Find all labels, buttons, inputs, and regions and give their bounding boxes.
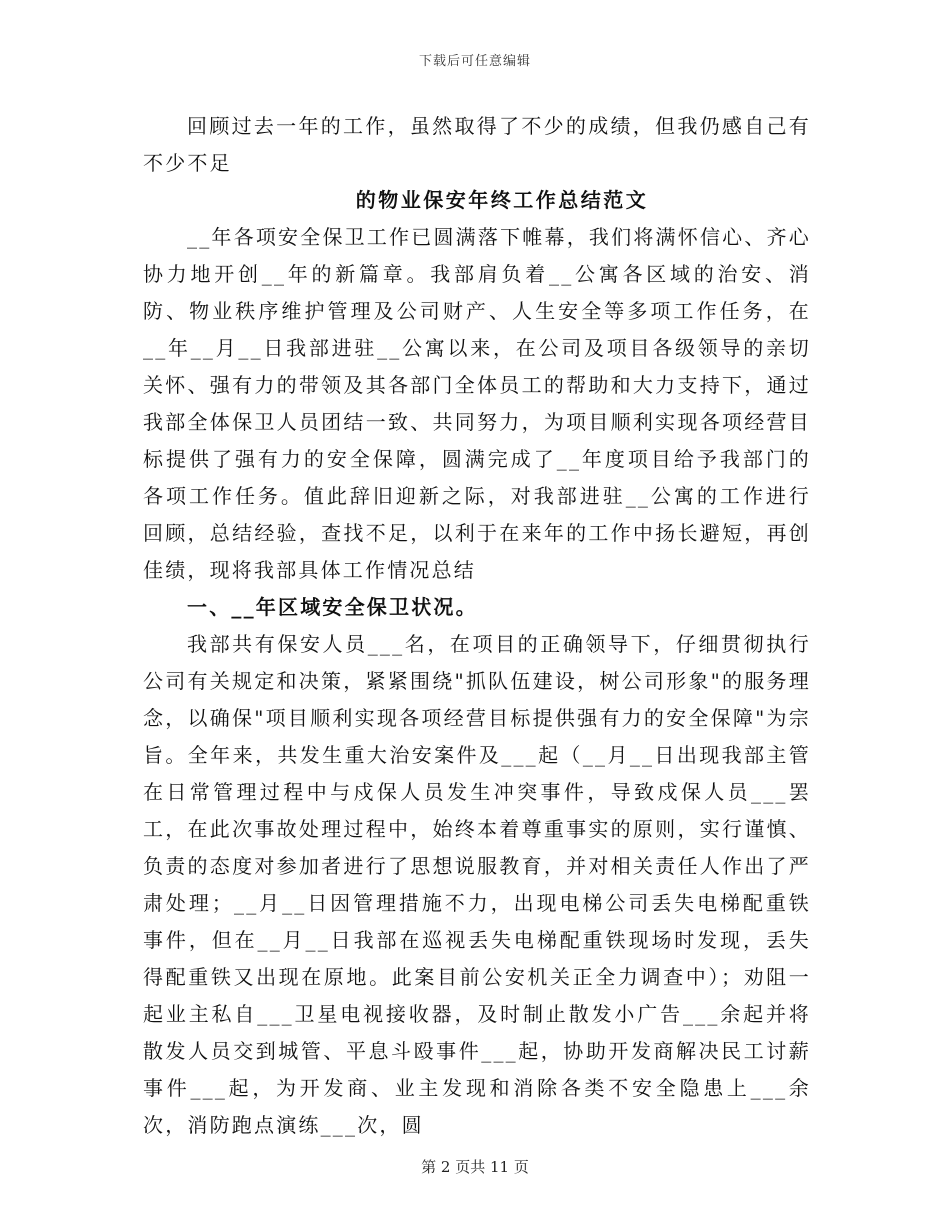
intro-paragraph: 回顾过去一年的工作，虽然取得了不少的成绩，但我仍感自己有不少不足 [143,114,811,175]
document-body [143,108,811,1144]
section-heading-1: 一、__年区域安全保卫状况。 [187,595,478,619]
page-header: 下载后可任意编辑 [418,54,531,69]
paragraph-1: __年各项安全保卫工作已圆满落下帷幕，我们将满怀信心、齐心协力地开创__年的新篇章。我部肩负着__公寓各区域的治安、消防、物业秩序维护管理及公司财产、人生安全等多项工作任务，在__年__月__日我部进驻__公寓以来，在公司及项目各级领导的亲切关怀、强有力的带领及其各部门全体员工的帮助和大力支持下，通过我部全体保卫人员团结一致、共同努力，为项目顺利实现各项经营目标提供了强有力的安全保障，圆满完成了__年度项目给予我部门的各项工作任务。值此辞旧迎新之际，对我部进驻__公寓的工作进行回顾，总结经验，查找不足，以利于在来年的工作中扬长避短，再创佳绩，现将我部具体工作情况总结 [143,225,811,582]
document-title: 的物业保安年终工作总结范文 [355,188,649,212]
paragraph-2: 我部共有保安人员___名，在项目的正确领导下，仔细贯彻执行公司有关规定和决策，紧紧围绕"抓队伍建设，树公司形象"的服务理念，以确保"项目顺利实现各项经营目标提供强有力的安全保障"为宗旨。全年来，共发生重大治安案件及___起（__月__日出现我部主管在日常管理过程中与戍保人员发生冲突事件，导致戍保人员___罢工，在此次事故处理过程中，始终本着尊重事实的原则，实行谨慎、负责的态度对参加者进行了思想说服教育，并对相关责任人作出了严肃处理；__月__日因管理措施不力，出现电梯公司丢失电梯配重铁事件，但在__月__日我部在巡视丢失电梯配重铁现场时发现，丢失得配重铁又出现在原地。此案目前公安机关正全力调查中）；劝阻一起业主私自___卫星电视接收器，及时制止散发小广告___余起并将散发人员交到城管、平息斗殴事件___起，协助开发商解决民工讨薪事件___起，为开发商、业主发现和消除各类不安全隐患上___余次，消防跑点演练___次，圆 [143,632,811,1137]
page-footer: 第 2 页共 11 页 [421,1158,529,1176]
